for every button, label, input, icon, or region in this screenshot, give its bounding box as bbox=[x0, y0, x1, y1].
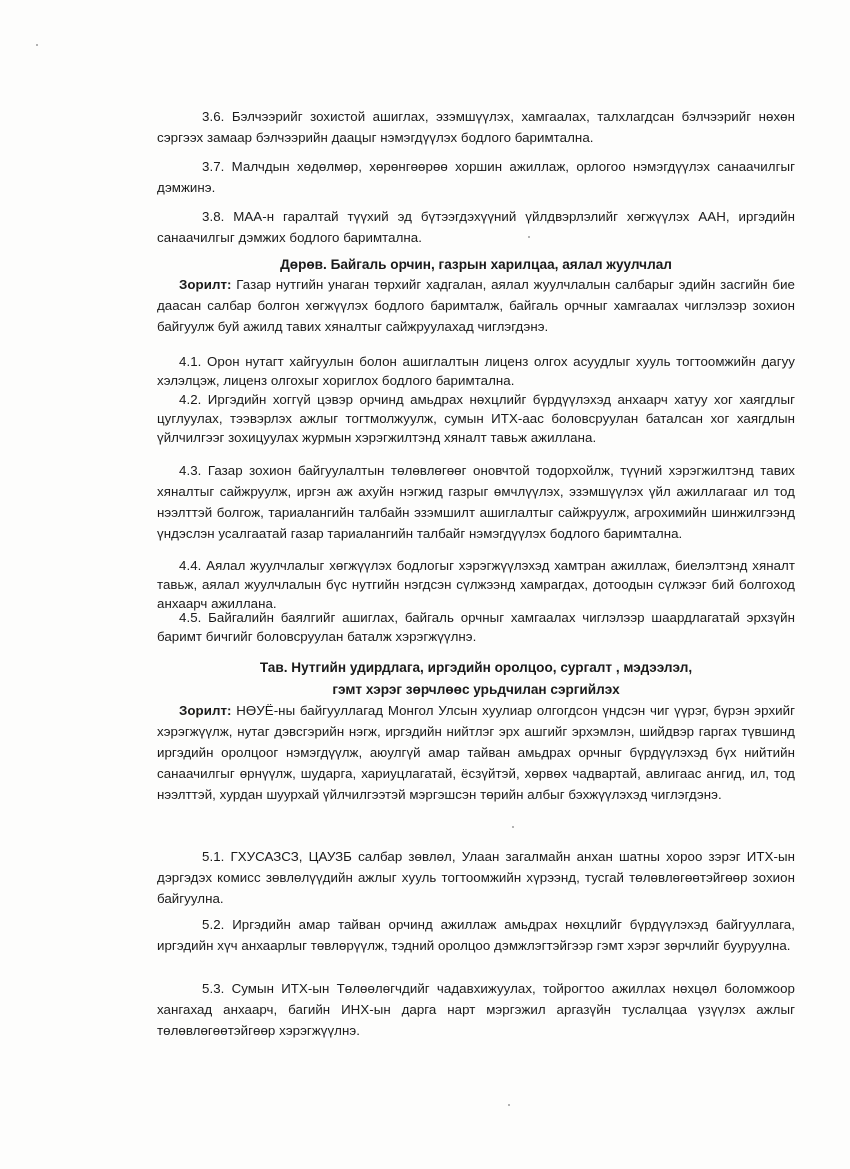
section-5-goal-text-wrap bbox=[157, 700, 795, 805]
paragraph-3-8 bbox=[157, 206, 795, 248]
paragraph-5-3 bbox=[157, 978, 795, 1041]
paragraph-3-7 bbox=[157, 156, 795, 198]
paragraph-4-2-text: 4.2. Иргэдийн хоггүй цэвэр орчинд амьдрах нөхцлийг бүрдүүлэхэд анхаарч хатуу хог хаягдлыг цуглуулах, тээвэрлэх ажлыг тогтмолжуулж, сумын ИТХ-аас боловсруулан баталсан хог хаягдлын үйлчилгээг зохицуулах журмын хэрэгжилтэнд хяналт тавьж ажиллана. bbox=[157, 392, 795, 445]
paragraph-5-2-text: 5.2. Иргэдийн амар тайван орчинд ажиллаж амьдрах нөхцлийг бүрдүүлэхэд байгууллага, иргэдийн хүч анхаарлыг төвлөрүүлж, тэдний оролцоо дэмжлэгтэйгээр гэмт хэрэг зөрчлийг бууруулна. bbox=[157, 917, 795, 953]
paragraph-4-3 bbox=[157, 460, 795, 544]
paragraph-3-8-text: 3.8. МАА-н гаралтай түүхий эд бүтээгдэхүүний үйлдвэрлэлийг хөгжүүлэх ААН, иргэдийн санаачилгыг дэмжих бодлого баримтална. bbox=[157, 209, 795, 245]
paragraph-4-2 bbox=[157, 390, 795, 447]
paragraph-5-3-text: 5.3. Сумын ИТХ-ын Төлөөлөгчдийг чадавхижуулах, тойрогтоо ажиллах нөхцөл боломжоор хангахад анхаарч, багийн ИНХ-ын дарга нарт мэргэжил аргазүйн туслалцаа үзүүлэх ажлыг төлөвлөгөөтэйгөөр хэрэгжүүлнэ. bbox=[157, 981, 795, 1038]
paragraph-5-1-text: 5.1. ГХУСАЗСЗ, ЦАУЗБ салбар зөвлөл, Улаан загалмайн анхан шатны хороо зэрэг ИТХ-ын дэргэдэх комисс зөвлөлүүдийн ажлыг хууль тогтоомжийн хүрээнд, тусгай төлөвлөгөөтэйгөөр зохион байгуулна. bbox=[157, 849, 795, 906]
section-5-heading bbox=[157, 657, 795, 701]
section-4-goal bbox=[157, 274, 795, 337]
paragraph-5-1 bbox=[157, 846, 795, 909]
paragraph-4-4-text: 4.4. Аялал жуулчлалыг хөгжүүлэх бодлогыг хэрэгжүүлэхэд хамтран ажиллаж, биелэлтэнд хяналт тавьж, аялал жуулчлалын бүс нутгийн нэгдсэн сүлжээнд хамрагдах, дотоодын сүлжээг бий болгоход анхаарч ажиллана. bbox=[157, 558, 795, 611]
section-4-goal-text-wrap bbox=[157, 274, 795, 337]
section-5-goal-label: Зорилт: bbox=[179, 703, 232, 718]
section-5-goal bbox=[157, 700, 795, 805]
paragraph-3-6-text: 3.6. Бэлчээрийг зохистой ашиглах, эзэмшүүлэх, хамгаалах, талхлагдсан бэлчээрийг нөхөн сэргээх замаар бэлчээрийн даацыг нэмэгдүүлэх бодлого баримтална. bbox=[157, 109, 795, 145]
section-5-heading-line1: Тав. Нутгийн удирдлага, иргэдийн оролцоо, сургалт , мэдээлэл, bbox=[259, 660, 693, 675]
scan-speck bbox=[36, 44, 38, 46]
paragraph-4-4 bbox=[157, 556, 795, 613]
section-4-goal-text: Газар нутгийн унаган төрхийг хадгалан, аялал жуулчлалын салбарыг эдийн засгийн бие даасан салбар болгон хөгжүүлэх бодлого баримталж, байгаль орчныг хамгаалах чиглэлээр зохион байгуулж буй ажилд тавих хяналтыг сайжруулахад чиглэгдэнэ. bbox=[157, 277, 795, 334]
scan-speck bbox=[508, 1104, 510, 1106]
section-5-goal-text: НӨУЁ-ны байгууллагад Монгол Улсын хуулиар олгогдсон үндсэн чиг үүрэг, бүрэн эрхийг хэрэгжүүлж, нутаг дэвсгэрийн нэгж, иргэдийн нийтлэг эрх ашгийг эрхэмлэн, шийдвэр гаргах түвшинд иргэдийн оролцоог нэмэгдүүлж, аюулгүй амар тайван амьдрах орчныг бүрдүүлэхэд бүх нийтийн санаачилгыг өрнүүлж, шударга, хариуцлагатай, ёсзүйтэй, хөрвөх чадвартай, авлигаас ангид, ил, тод нээлттэй, хурдан шуурхай үйлчилгээтэй мэргэшсэн төрийн албыг бэхжүүлэхэд чиглэгдэнэ. bbox=[157, 703, 795, 802]
paragraph-4-3-text: 4.3. Газар зохион байгуулалтын төлөвлөгөөг оновчтой тодорхойлж, түүний хэрэгжилтэнд тавих хяналтыг сайжруулж, иргэн аж ахуйн нэгжид газрыг өмчлүүлэх, эзэмшүүлэх үйл ажиллагааг ил тод нээлттэй болгож, тариалангийн талбайн эзэмшилт ашиглалтыг сайжруулж, агрохимийн шинжилгээнд үндэслэн усалгаатай газар тариалангийн талбайг нэмэгдүүлэх бодлого баримтална. bbox=[157, 463, 795, 541]
paragraph-4-5 bbox=[157, 608, 795, 646]
paragraph-3-7-text: 3.7. Малчдын хөдөлмөр, хөрөнгөөрөө хоршин ажиллаж, орлогоо нэмэгдүүлэх санаачилгыг дэмжинэ. bbox=[157, 159, 795, 195]
section-5-heading-line2: гэмт хэрэг зөрчлөөс урьдчилан сэргийлэх bbox=[332, 682, 620, 697]
section-4-goal-label: Зорилт: bbox=[179, 277, 232, 292]
paragraph-3-6 bbox=[157, 106, 795, 148]
paragraph-4-5-text: 4.5. Байгалийн баялгийг ашиглах, байгаль орчныг хамгаалах чиглэлээр шаардлагатай эрхзүйн баримт бичгийг боловсруулан баталж хэрэгжүүлнэ. bbox=[157, 610, 795, 644]
section-4-heading: Дөрөв. Байгаль орчин, газрын харилцаа, аялал жуулчлал bbox=[280, 257, 672, 272]
paragraph-4-1 bbox=[157, 352, 795, 390]
paragraph-4-1-text: 4.1. Орон нутагт хайгуулын болон ашиглалтын лиценз олгох асуудлыг хууль тогтоомжийн дагуу хэлэлцэж, лиценз олгохыг хориглох бодлого баримтална. bbox=[157, 354, 795, 388]
scan-speck bbox=[528, 236, 530, 238]
scan-speck bbox=[512, 826, 514, 828]
paragraph-5-2 bbox=[157, 914, 795, 956]
